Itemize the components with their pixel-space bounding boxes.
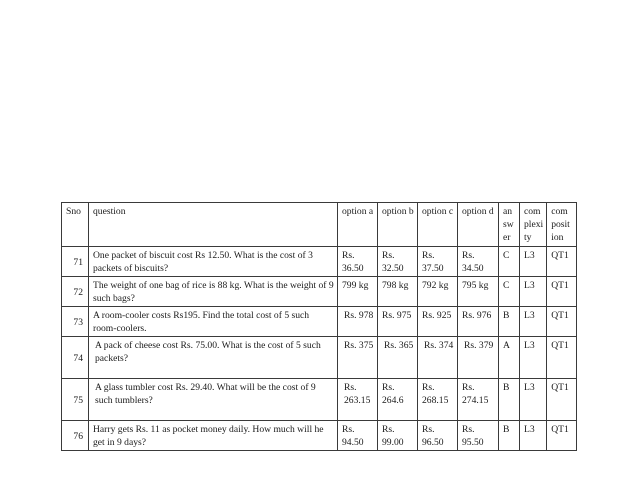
row-question: A pack of cheese cost Rs. 75.00. What is the cost of 5 such packets? bbox=[89, 337, 338, 379]
row-answer: B bbox=[499, 379, 520, 421]
row-option-d: Rs. 274.15 bbox=[458, 379, 499, 421]
row-complexity: L3 bbox=[520, 337, 547, 379]
row-composition: QT1 bbox=[547, 247, 577, 277]
row-question: A room-cooler costs Rs195. Find the total cost of 5 such room-coolers. bbox=[89, 307, 338, 337]
row-question: The weight of one bag of rice is 88 kg. What is the weight of 9 such bags? bbox=[89, 277, 338, 307]
row-question: One packet of biscuit cost Rs 12.50. What is the cost of 3 packets of biscuits? bbox=[89, 247, 338, 277]
header-option-a: option a bbox=[338, 203, 378, 247]
row-complexity: L3 bbox=[520, 307, 547, 337]
row-option-c: Rs. 96.50 bbox=[418, 421, 458, 451]
row-option-b: Rs. 264.6 bbox=[378, 379, 418, 421]
row-complexity: L3 bbox=[520, 277, 547, 307]
row-composition: QT1 bbox=[547, 277, 577, 307]
row-option-a: 799 kg bbox=[338, 277, 378, 307]
row-sno: 74 bbox=[62, 337, 89, 379]
row-option-d: Rs. 34.50 bbox=[458, 247, 499, 277]
header-option-c: option c bbox=[418, 203, 458, 247]
row-question: Harry gets Rs. 11 as pocket money daily. How much will he get in 9 days? bbox=[89, 421, 338, 451]
row-option-b: Rs. 365 bbox=[378, 337, 418, 379]
row-complexity: L3 bbox=[520, 247, 547, 277]
header-option-d: option d bbox=[458, 203, 499, 247]
row-option-a: Rs. 375 bbox=[338, 337, 378, 379]
table-row bbox=[62, 379, 577, 421]
row-option-a: Rs. 263.15 bbox=[338, 379, 378, 421]
row-option-a: Rs. 36.50 bbox=[338, 247, 378, 277]
table-row bbox=[62, 277, 577, 307]
row-question: A glass tumbler cost Rs. 29.40. What will be the cost of 9 such tumblers? bbox=[89, 379, 338, 421]
header-sno: Sno bbox=[62, 203, 89, 247]
header-answer: an sw er bbox=[499, 203, 520, 247]
table-row bbox=[62, 337, 577, 379]
header-option-b: option b bbox=[378, 203, 418, 247]
row-option-c: Rs. 374 bbox=[418, 337, 458, 379]
row-sno: 73 bbox=[62, 307, 89, 337]
row-composition: QT1 bbox=[547, 307, 577, 337]
row-sno: 71 bbox=[62, 247, 89, 277]
header-complexity: com plexi ty bbox=[520, 203, 547, 247]
row-option-b: Rs. 32.50 bbox=[378, 247, 418, 277]
row-sno: 72 bbox=[62, 277, 89, 307]
header-question: question bbox=[89, 203, 338, 247]
table-row bbox=[62, 247, 577, 277]
row-composition: QT1 bbox=[547, 337, 577, 379]
header-composition: com posit ion bbox=[547, 203, 577, 247]
row-option-a: Rs. 978 bbox=[338, 307, 378, 337]
row-sno: 76 bbox=[62, 421, 89, 451]
header-row bbox=[62, 203, 577, 247]
row-answer: B bbox=[499, 421, 520, 451]
row-option-d: Rs. 976 bbox=[458, 307, 499, 337]
row-option-c: Rs. 925 bbox=[418, 307, 458, 337]
row-option-d: Rs. 95.50 bbox=[458, 421, 499, 451]
row-option-d: 795 kg bbox=[458, 277, 499, 307]
row-option-b: Rs. 975 bbox=[378, 307, 418, 337]
row-option-b: Rs. 99.00 bbox=[378, 421, 418, 451]
row-sno: 75 bbox=[62, 379, 89, 421]
table-row bbox=[62, 421, 577, 451]
row-composition: QT1 bbox=[547, 421, 577, 451]
table-row bbox=[62, 307, 577, 337]
row-option-d: Rs. 379 bbox=[458, 337, 499, 379]
question-table bbox=[61, 202, 577, 451]
row-answer: B bbox=[499, 307, 520, 337]
row-answer: C bbox=[499, 277, 520, 307]
row-option-c: Rs. 268.15 bbox=[418, 379, 458, 421]
row-complexity: L3 bbox=[520, 379, 547, 421]
row-composition: QT1 bbox=[547, 379, 577, 421]
row-option-b: 798 kg bbox=[378, 277, 418, 307]
row-option-a: Rs. 94.50 bbox=[338, 421, 378, 451]
row-answer: C bbox=[499, 247, 520, 277]
row-complexity: L3 bbox=[520, 421, 547, 451]
row-option-c: 792 kg bbox=[418, 277, 458, 307]
row-option-c: Rs. 37.50 bbox=[418, 247, 458, 277]
row-answer: A bbox=[499, 337, 520, 379]
